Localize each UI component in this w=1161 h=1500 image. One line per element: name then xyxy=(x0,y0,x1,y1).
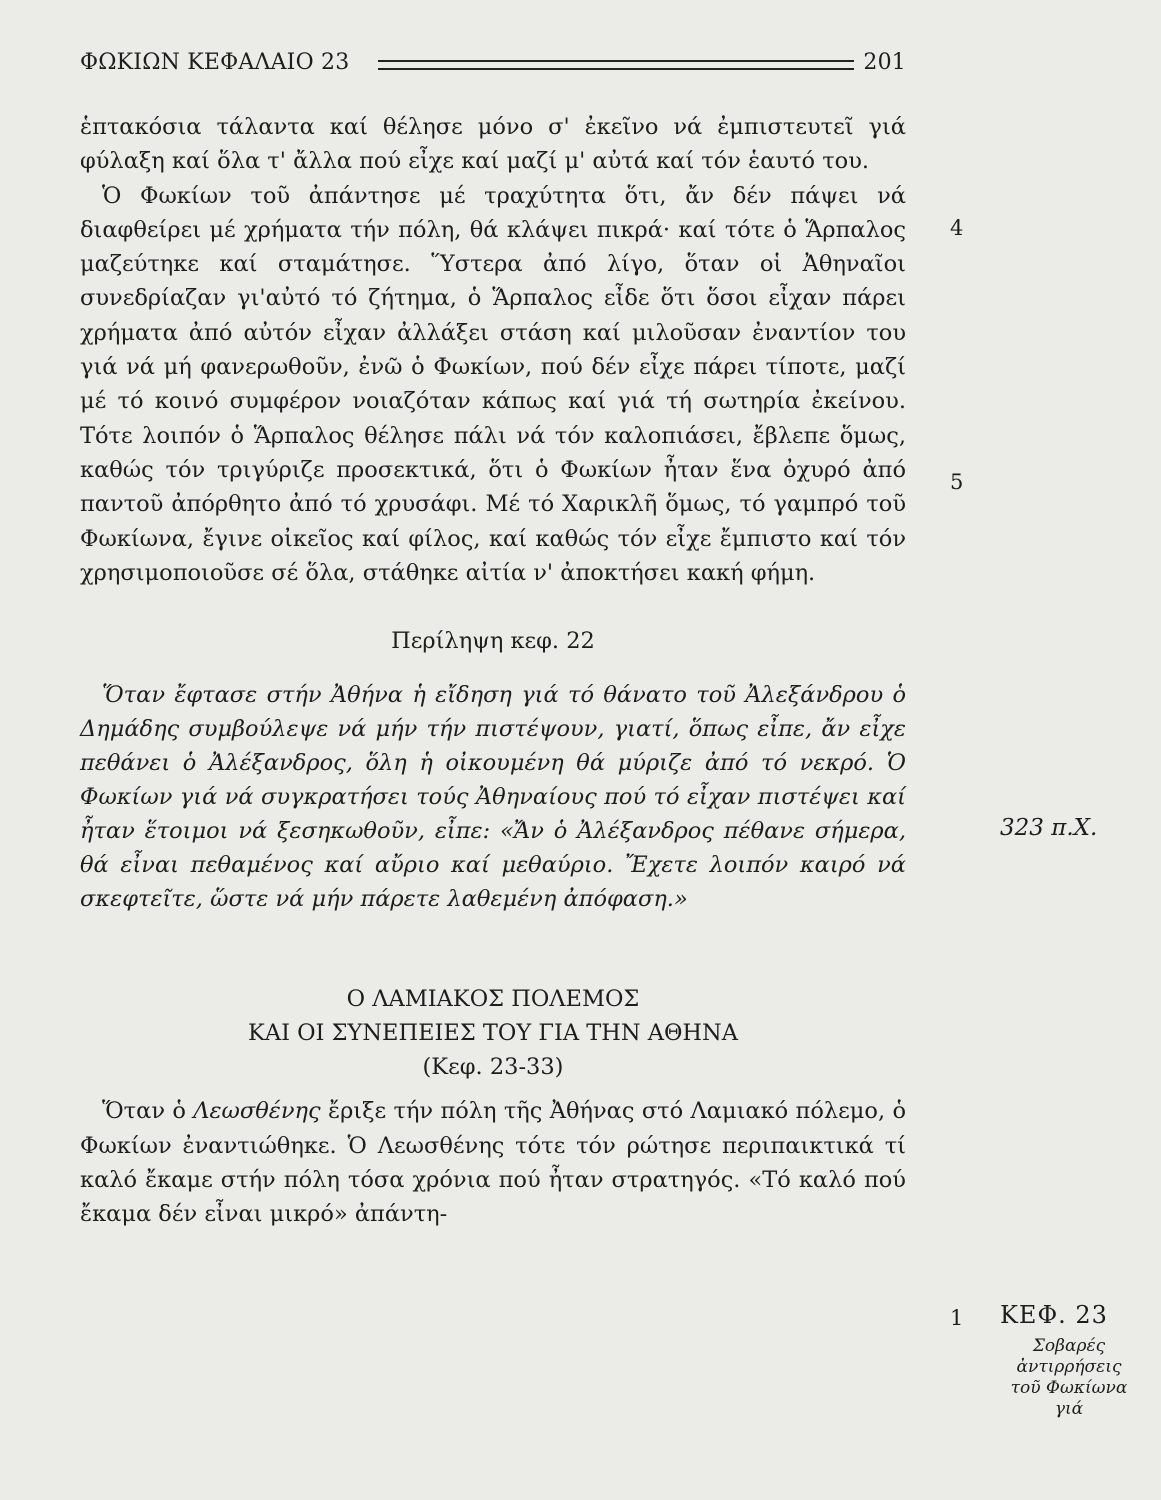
chapter-text-start: Ὅταν ὁ xyxy=(102,1098,194,1125)
double-rule xyxy=(378,60,854,70)
running-head xyxy=(80,50,906,76)
summary-text: Ὅταν ἔφτασε στήν Ἀθήνα ἡ εἴδηση γιά τό θάνατο τοῦ Ἀλεξάνδρου ὁ Δημάδης συμβούλεψε νά μήν τήν πιστέψουν, γιατί, ὅπως εἶπε, ἄν εἶχε πεθάνει ὁ Ἀλέξανδρος, ὅλη ἡ οἰκουμένη θά μύριζε ἀπό τό νεκρό. Ὁ Φωκίων γιά νά συγκρατήσει τούς Ἀθηναίους πού τό εἶχαν πιστέψει καί ἦταν ἕτοιμοι νά ξεσηκωθοῦν, εἶπε: «Ἄν ὁ Ἀλέξανδρος πέθανε σήμερα, θά εἶναι πεθαμένος καί αὔριο καί μεθαύριο. Ἔχετε λοιπόν καιρό νά σκεφτεῖτε, ὥστε νά μήν πάρετε λαθεμένη ἀπόφαση.» xyxy=(80,682,906,913)
side-chapter-label: ΚΕΦ. 23 xyxy=(1000,1301,1108,1329)
person-name: Λεωσθένης xyxy=(193,1098,321,1125)
chapter-text-rest: ἔριξε τήν πόλη τῆς Ἀθήνας στό Λαμιακό πόλεμο, ὁ Φωκίων ἐναντιώθηκε. Ὁ Λεωσθένης τότε τόν ρώτησε περιπαικτικά τί καλό ἔκαμε στήν πόλη τόσα χρόνια πού ἦταν στρατηγός. «Τό καλό πού ἔκαμα δέν εἶναι μικρό» ἀπάντη- xyxy=(80,1098,906,1228)
margin-number: 4 xyxy=(950,216,964,240)
chapter-heading xyxy=(80,982,906,1084)
chapter-heading-line: ΚΑΙ ΟΙ ΣΥΝΕΠΕΙΕΣ ΤΟΥ ΓΙΑ ΤΗΝ ΑΘΗΝΑ xyxy=(248,1020,738,1047)
page-number: 201 xyxy=(863,50,906,75)
margin-number: 5 xyxy=(950,470,964,494)
paragraph: ἑπτακόσια τάλαντα καί θέλησε μόνο σ' ἐκεῖνο νά ἐμπιστευτεῖ γιά φύλαξη καί ὅλα τ' ἄλλα πού εἶχε καί μαζί μ' αὐτά καί τόν ἑαυτό του. xyxy=(80,114,906,175)
side-date: 323 π.Χ. xyxy=(1000,815,1098,841)
paragraph: Ὁ Φωκίων τοῦ ἀπάντησε μέ τραχύτητα ὅτι, ἄν δέν πάψει νά διαφθείρει μέ χρήματα τήν πόλη, θά κλάψει πικρά· καί τότε ὁ Ἅρπαλος μαζεύτηκε καί σταμάτησε. Ὕστερα ἀπό λίγο, ὅταν οἱ Ἀθηναῖοι συνεδρίαζαν γι'αὐτό τό ζήτημα, ὁ Ἅρπαλος εἶδε ὅτι ὅσοι εἶχαν πάρει χρήματα ἀπό αὐτόν εἶχαν ἀλλάξει στάση καί μιλοῦσαν ἐναντίον του γιά νά μή φανερωθοῦν, ἐνῶ ὁ Φωκίων, πού δέν εἶχε πάρει τίποτε, μαζί μέ τό κοινό συμφέρον νοιαζόταν κάπως καί γιά τή σωτηρία ἐκείνου. Τότε λοιπόν ὁ Ἅρπαλος θέλησε πάλι νά τόν καλοπιάσει, ἔβλεπε ὅμως, καθώς τόν τριγύριζε προσεκτικά, ὅτι ὁ Φωκίων ἦταν ἕνα ὀχυρό ἀπό παντοῦ ἀπόρθητο ἀπό τό χρυσάφι. Μέ τό Χαρικλῆ ὅμως, τό γαμπρό τοῦ Φωκίωνα, ἔγινε οἰκεῖος καί φίλος, καί καθώς τόν εἶχε ἔμπιστο καί τόν χρησιμοποιοῦσε σέ ὅλα, στάθηκε αἰτία ν' ἀποκτήσει κακή φήμη. xyxy=(80,182,906,586)
running-head-title: ΦΩΚΙΩΝ ΚΕΦΑΛΑΙΟ 23 xyxy=(80,50,350,75)
margin-number: 1 xyxy=(950,1306,964,1330)
chapter-heading-line: Ο ΛΑΜΙΑΚΟΣ ΠΟΛΕΜΟΣ xyxy=(346,986,640,1013)
summary-heading: Περίληψη κεφ. 22 xyxy=(391,628,595,655)
chapter-paragraph xyxy=(80,1094,906,1231)
main-text xyxy=(80,110,906,1232)
side-note: Σοβαρές ἀντιρρήσεις τοῦ Φωκίωνα γιά xyxy=(1010,1336,1128,1419)
chapter-heading-line: (Κεφ. 23-33) xyxy=(422,1054,564,1081)
